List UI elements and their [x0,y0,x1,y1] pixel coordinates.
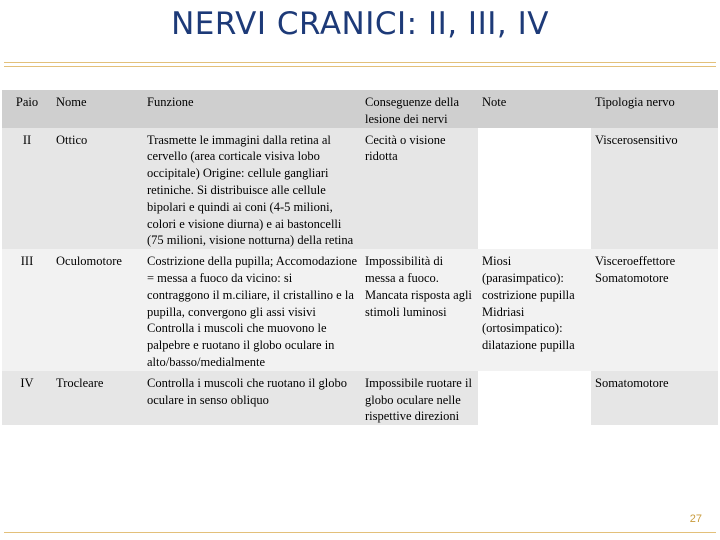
page-number: 27 [689,513,702,525]
header-conseguenze: Conseguenze della lesione dei nervi [361,90,478,128]
cell-funzione: Trasmette le immagini dalla retina al cervello (area corticale visiva lobo occipitale) Origine: cellule gangliari retiniche. Si distribuisce alle cellule bipolari e quindi ai coni (4-5 milioni, colori e visione diurna) e ai bastoncelli (75 milioni, visione notturna) della retina [143,128,361,250]
cell-conseguenze: Impossibilità di messa a fuoco. Mancata risposta agli stimoli luminosi [361,249,478,371]
header-funzione: Funzione [143,90,361,128]
cell-paio: III [2,249,52,371]
title-divider-secondary [4,66,716,67]
cell-conseguenze: Cecità o visione ridotta [361,128,478,250]
cell-paio: IV [2,371,52,425]
cell-note [478,128,591,250]
cell-tipologia: Somatomotore [591,371,718,425]
table-header-row [2,90,718,128]
table-row [2,249,718,371]
cell-funzione: Costrizione della pupilla; Accomodazione = messa a fuoco da vicino: si contraggono il m.ciliare, il cristallino e la pupilla, convergono gli assi visivi Controlla i muscoli che muovono le palpebre e ruotano il globo oculare in alto/basso/medialmente [143,249,361,371]
cell-tipologia: Visceroeffettore Somatomotore [591,249,718,371]
cranial-nerves-table [2,90,718,425]
cell-nome: Trocleare [52,371,143,425]
footer-divider [4,532,716,533]
cell-nome: Ottico [52,128,143,250]
header-nome: Nome [52,90,143,128]
cell-tipologia: Viscerosensitivo [591,128,718,250]
cell-conseguenze: Impossibile ruotare il globo oculare nelle rispettive direzioni [361,371,478,425]
title-divider [4,62,716,63]
cell-nome: Oculomotore [52,249,143,371]
cell-note [478,371,591,425]
header-tipologia: Tipologia nervo [591,90,718,128]
cell-paio: II [2,128,52,250]
cell-funzione: Controlla i muscoli che ruotano il globo oculare in senso obliquo [143,371,361,425]
cell-note: Miosi (parasimpatico): costrizione pupilla Midriasi (ortosimpatico): dilatazione pupilla [478,249,591,371]
table-row [2,128,718,250]
slide-title: NERVI CRANICI: II, III, IV [171,6,549,42]
header-note: Note [478,90,591,128]
header-paio: Paio [2,90,52,128]
table-row [2,371,718,425]
